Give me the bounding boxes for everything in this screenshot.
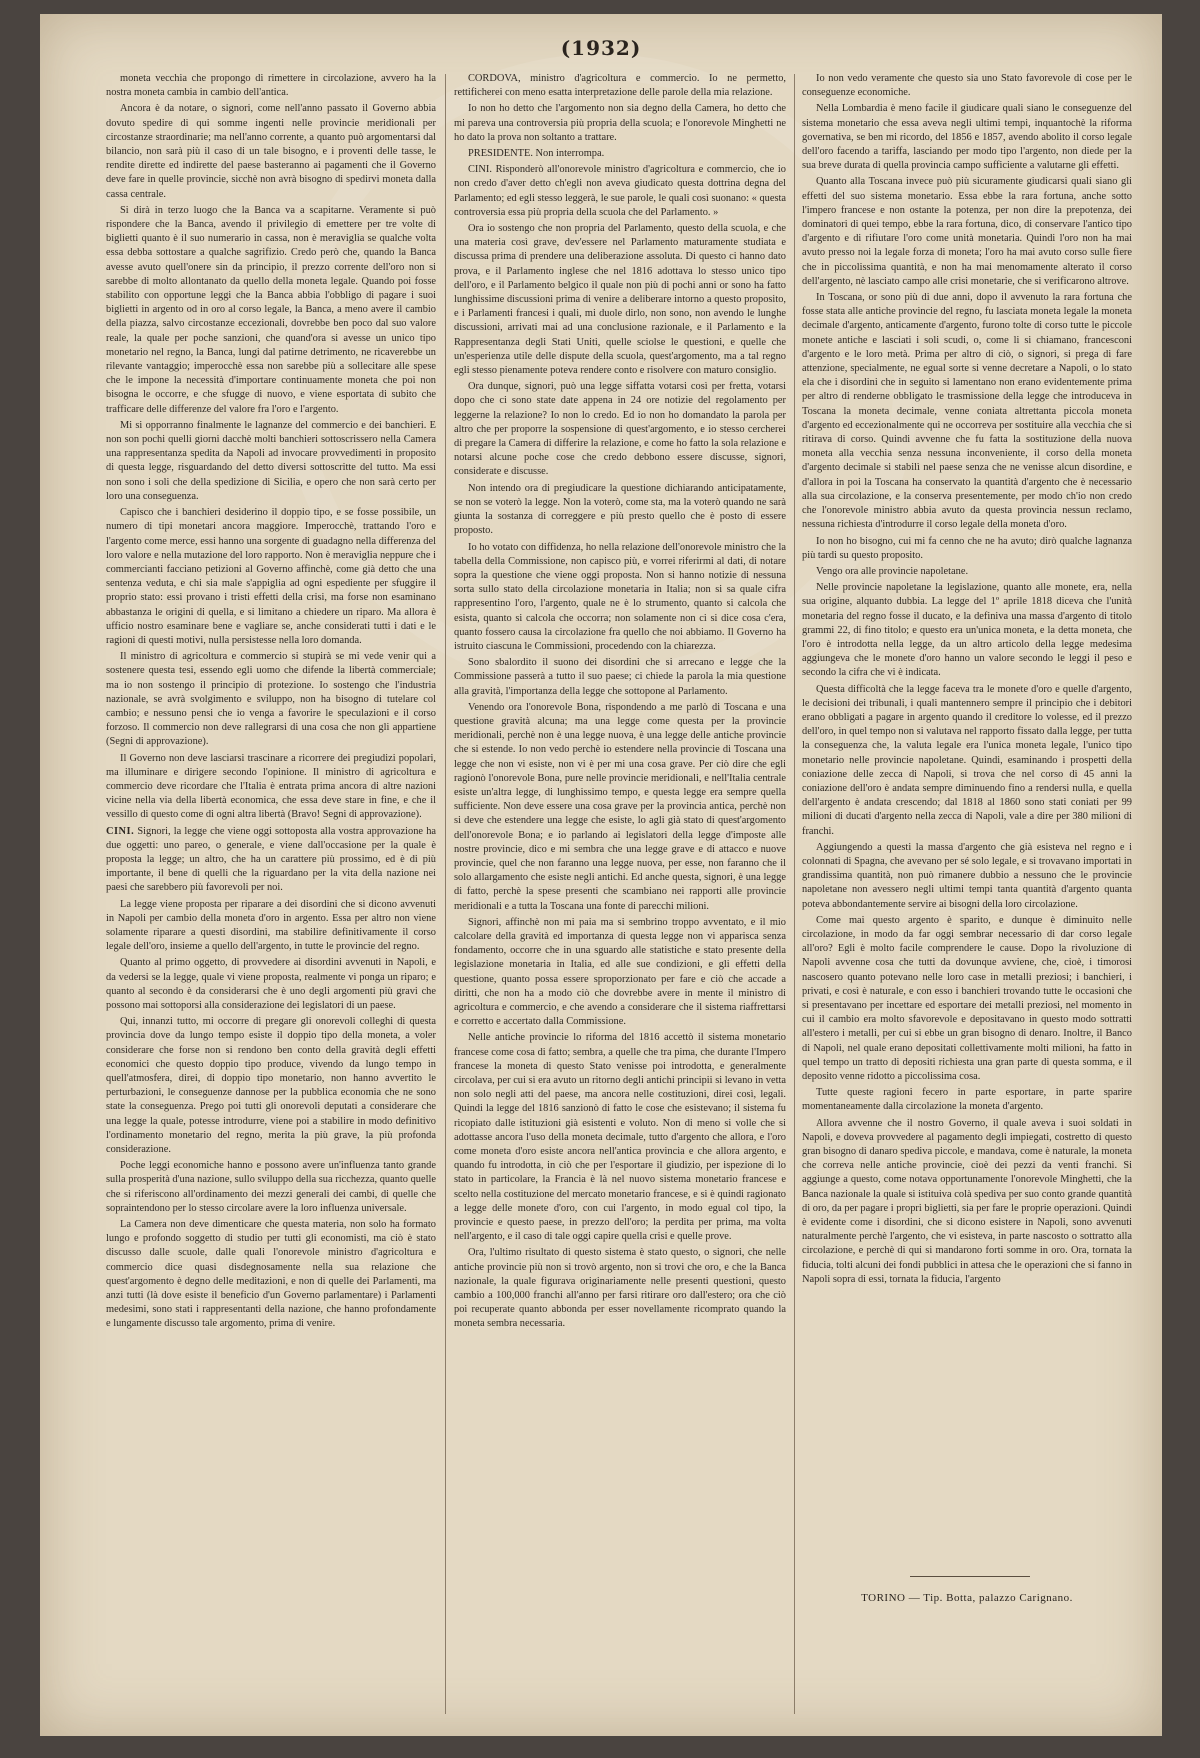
speech-text: Signori, la legge che viene oggi sottoposta alla vostra approvazione ha due oggetti: uno pareo, o generale, e viene dall'occasione per la quale è proposta la legge; un altro, che ha un carattere più prossimo, ed è di più importante, il bene di quelli che la riguardano per la vita della nazione nei paesi che sarebbero più favorevoli per noi. (106, 825, 436, 894)
paragraph-text: Quanto al primo oggetto, di provvedere ai disordini avvenuti in Napoli, e da vedersi se la legge, quale vi viene proposta, realmente vi ponga un riparo; e quanto al secondo è da considerarsi che è uno degli argomenti più gravi che possono mai sottoporsi alla considerazione dei legislatori di un paese. (106, 957, 436, 1011)
paragraph-text: Quanto alla Toscana invece può più sicuramente giudicarsi quali siano gli effetti del suo sistema monetario. Essa ebbe la rara fortuna, anche sotto l'impero francese e non ostante la potenza, per non dire la prepotenza, dei dominatori di quei tempo, ebbe la rara fortuna, dico, di conservare l'antico tipo d'argento e di rifiutare l'oro come unità monetaria. Quindi l'oro non ha mai avuto presso noi la legale forza di moneta; l'oro ha mai avuto corso sulle fiere che in piccolissima quantità, e non ha mai menomamente alterato il corso dell'argento, nè lasciato campo alle crisi monetarie, che si verificarono altrove. (802, 176, 1132, 287)
paragraph-text: moneta vecchia che propongo di rimettere in circolazione, avvero ha la nostra moneta cambia in cambio dell'antica. (106, 73, 436, 99)
paragraph (802, 841, 1132, 912)
paragraph-text: Ora dunque, signori, può una legge siffatta votarsi così per fretta, votarsi dopo che ci sono state date appena in 24 ore notizie del regolamento per leggerne la relazione? Io non lo credo. Ed io non ho domandato la parola per altro che per proporre la sospensione di quest'argomento, e io stesso cercherei di pregare la Camera di differire la relazione, e come ho fatto la sola relazione e notarsi alcune poche cose che credo debbono essere discusse, signori, considerate e discusse. (454, 381, 786, 478)
paragraph (106, 752, 436, 823)
paragraph (802, 535, 1132, 563)
paragraph (454, 1031, 786, 1244)
paragraph-text: Ancora è da notare, o signori, come nell'anno passato il Governo abbia dovuto spedire di qui somme ingenti nelle provincie meridionali per circostanze straordinarie; ma nell'anno corrente, a quanto può argomentarsi dal bilancio, non sarà più il caso di un tale bisogno, e i proventi delle tasse, le rendite dirette ed indirette del paese basteranno ai pagamenti che il Governo deve fare in quelle provincie, sicchè non avrà bisogno di spedirvi moneta dalla cassa centrale. (106, 103, 436, 200)
paragraph (106, 1159, 436, 1216)
paragraph-text: Si dirà in terzo luogo che la Banca va a scapitarne. Veramente si può rispondere che la Banca, avendo il privilegio di emettere per tre volte di biglietti quanto è il suo numerario in cassa, non è meraviglia se qualche volta essa debba sottostare a qualche sagrifizio. Credo però che, quando la Banca avesse avuto quell'onere sin da principio, il prezzo corrente dell'oro non si sarebbe di molto allontanato da quello della moneta legale. Quando poi fosse stabilito con opportune leggi che la Banca abbia l'obbligo di pagare i suoi biglietti in argento od in oro al corso legale, la Banca, a meno avere il cambio della piazza, salvo circostanze eccezionali, dovrebbe ben poco dal suo valore reale, la quale per poche sanzioni, che quand'ora si avesse un unico tipo monetario nel regno, la Banca, lungi dal patirne detrimento, ne ricaverebbe un rilevante vantaggio; imperocchè essa non sarebbe più a sollecitare alle spese che le impone la necessità d'importare continuamente moneta che poi non bisogna le occorre, e che sfugge di nuovo, e viene esportata di subito che trafficare delle differenze del valore fra l'oro e l'argento. (106, 204, 436, 415)
paragraph-text: Venendo ora l'onorevole Bona, rispondendo a me parlò di Toscana e una questione gravità alcuna; ma una legge come questa per la provincie meridionali, perchè non è una legge nuova, è una legge delle antiche provincie che si estende. Io non vedo perchè io estendere nella provincie di Toscana una legge che non vi esiste, non vi è per mi una cosa grave. Per ciò dire che egli ragionò l'onorevole Bona, pure nelle provincie meridionali, e nell'Italia centrale esiste un'altra legge, di lunghissimo tempo, e questa legge era sempre quella sufficiente. Non deve essere una cosa grave per la provincia antica, perchè non si deve che estendere una legge che esiste, lo agli già stato di quest'argomento dell'onorevole Bona; e io parlando ai legislatori della legge d'imposte alle nostre provincie, dico e mi sembra che una legge grave e di attacco e nuove provincie, quel che non faranno una legge nuova, per esse, non faranno che il solo allargamento che esiste negli antichi. Ed anche questa, signori, è una legge di fatto, perchè la spese presenti che scambiano nei rapporti alle provincie meridionali e a tutta la Toscana una fonte di parecchi milioni. (454, 701, 786, 912)
paragraph (106, 1218, 436, 1332)
paragraph (802, 565, 1132, 579)
speech-paragraph (106, 825, 436, 896)
paragraph (802, 1117, 1132, 1287)
paragraph (802, 581, 1132, 680)
paragraph (106, 956, 436, 1013)
printer-imprint: TORINO — Tip. Botta, palazzo Carignano. (861, 1592, 1073, 1604)
paragraph (802, 102, 1132, 173)
paragraph (802, 291, 1132, 532)
paragraph-text: Nelle provincie napoletane la legislazione, quanto alle monete, era, nella sua origine, alquanto dubbia. La legge del 1º aprile 1818 diceva che l'unità monetaria del regno fosse il ducato, e la definiva una massa d'argento di titolo grammi 22, di fino titolo; e questo era un'unica moneta, e la detta moneta, che l'oro è introdotta nella legge, da un altro articolo della legge medesima aggiungeva che le monete d'oro hanno un valore secondo le leggi il peso e secondo la cifra che vi è indicata. (802, 582, 1132, 679)
paragraph-text: Allora avvenne che il nostro Governo, il quale aveva i suoi soldati in Napoli, e doveva provvedere al pagamento degli impiegati, costretto di questo gran bisogno di danaro spediva piccole, e mandava, come è naturale, la moneta che correva nelle antiche provincie, cioè dei pezzi da venti franchi. Si aggiunge a questo, come notava opportunamente l'onorevole Minghetti, che la Banca nazionale la quale si istituiva colà spediva per suo conto grande quantità di oro, da per pagare i propri biglietti, sia per fare le proprie operazioni. Quindi è evidente come i disordini, che si dicono esistere in Napoli, sono avvenuti naturalmente perchè l'argento, che vi esisteva, in parte nascosto o sottratto alla circolazione, e perchè di qui si mandarono forti somme in oro. Ora, tornata la fiducia, tolti alcuni dei fondi pubblici in attesa che le operazioni che si fanno in Napoli sopra di essi, tornata la fiducia, l'argento (802, 1117, 1132, 1285)
paragraph (802, 1086, 1132, 1114)
paragraph-text: Poche leggi economiche hanno e possono avere un'influenza tanto grande sulla prosperità d'una nazione, sullo sviluppo della sua ricchezza, quanto quelle che si riferiscono all'ordinamento dei mezzi generali dei cambi, di quelle che sopraintendono per lo stesso circolare avere la loro influenza universale. (106, 1160, 436, 1214)
paragraph (454, 541, 786, 655)
paragraph-text: Il Governo non deve lasciarsi trascinare a ricorrere dei pregiudizi popolari, ma illuminare e dirigere secondo l'opinione. Il ministro di agricoltura e commercio deve ricordare che l'Italia è entrata prima ancora di altre nazioni vicine nella via della libertà economica, che essa deve stare in fine, e che il vessillo di questo come di ogni altra libertà (Bravo! Segni di approvazione). (106, 752, 436, 821)
paragraph-text: Qui, innanzi tutto, mi occorre di pregare gli onorevoli colleghi di questa provincia dove da lungo tempo esiste il doppio tipo della moneta, a voler considerare che forse non si rendono ben conto della gravità degli effetti economici che questo doppio tipo produce, vivendo da lungo tempo in quell'atmosfera, direi, di doppio tipo monetario, non hanno avvertito le perturbazioni, le conseguenze dannose per la pubblica economia che ne sono state la conseguenza. Prego poi tutti gli onorevoli deputati a considerare che una legge la quale, potesse introdurre, viene poi a stabilire in modo definitivo l'ordinamento monetario del regno, merita la più grave, la più profonda considerazione. (106, 1016, 436, 1156)
paragraph (454, 72, 786, 100)
paragraph-text: La legge viene proposta per riparare a dei disordini che si dicono avvenuti in Napoli per cambio della moneta d'oro in argento. Essa per altro non viene solamente riparare a questi disordini, ma stabilire definitivamente il corso legale dell'oro, insieme a quello dell'argento, in tutte le provincie del regno. (106, 898, 436, 953)
text-column-1 (106, 72, 436, 1707)
paragraph (454, 916, 786, 1030)
paragraph-text: Mi si opporranno finalmente le lagnanze del commercio e dei banchieri. E non son pochi quelli giorni dacchè molti banchieri sottoscrissero nella Camera una rappresentanza spedita da Napoli ad invocare provvedimenti in proposito di questa legge, risguardando del detto diversi sottoscritte del tutto. Ma essi non sono i soli che della spedizione di Sicilia, e opero che non sarà certo per loro una conseguenza. (106, 419, 436, 502)
newspaper-page (40, 14, 1162, 1736)
paragraph-text: Capisco che i banchieri desiderino il doppio tipo, e se fosse possibile, un numero di tipi monetari ancora maggiore. Imperocchè, trattando l'oro e l'argento come merce, essi hanno una sorgente di guadagno nella differenza del loro valore e nella mutazione del loro rapporto. Non è meraviglia neppure che i commercianti facciano petizioni al Governo affinchè, come già detto che una sentenza veduta, e chi sia male s'appiglia ad ogni espediente per sfuggire il proprio stato: essi provano i tristi effetti della crisi, ma forse non esaminano abbastanza le origini di quella, e si limitano a chiedere un riparo. Ma allora è ufficio nostro esaminare bene e vagliare se, anche considerati tutti i dati e le ragioni di questi motivi, nulla persistesse nella loro domanda. (106, 507, 436, 646)
paragraph (454, 482, 786, 539)
paragraph (454, 701, 786, 914)
paragraph-text: Non intendo ora di pregiudicare la questione dichiarando anticipatamente, se non se voterò la legge. Non la voterò, come sta, ma la voterò quando ne sarà giunta la sostanza di correggere e più presto quello che è posto di essere proposto. (454, 482, 786, 537)
text-column-3 (802, 72, 1132, 1572)
paragraph-text: Aggiungendo a questi la massa d'argento che già esisteva nel regno e i colonnati di Spagna, che avevano per sé solo legale, e si trovavano importati in grandissima quantità, non può rimanere dubbio a nessuno che le provincie napoletane non avessero negli ultimi tempi tanta quantità d'argento quanta poteva abbondantemente servire ai bisogni della loro circolazione. (802, 841, 1132, 910)
paragraph (802, 683, 1132, 839)
paragraph-text: Io non ho detto che l'argomento non sia degno della Camera, ho detto che mi pareva una controversia più propria della scuola; e l'onorevole Minghetti ne ho dato la prova non soltanto a trattare. (454, 103, 786, 143)
paragraph (454, 656, 786, 699)
column-rule (445, 74, 446, 1714)
paragraph-text: Ora, l'ultimo risultato di questo sistema è stato questo, o signori, che nelle antiche provincie più non si trovò argento, non si trovi che oro, e che la Banca nazionale, la quale figurava originariamente nelle presenti questioni, questo cambio a 100,000 franchi all'anno per farsi ritirare oro dall'estero; ora che ciò poi recuperate quanto abbonda per esser novellamente ricomprato quando la moneta sembra necessaria. (454, 1247, 786, 1330)
paragraph (454, 380, 786, 479)
paragraph (106, 72, 436, 100)
paragraph-text: CINI. Risponderò all'onorevole ministro d'agricoltura e commercio, che io non credo d'aver detto ch'egli non aveva giudicato questa dottrina degna del Parlamento; ed egli stesso leggerà, le sue parole, le quali così suonano: « questa controversia essa più propria della scuola che del Parlamento. » (454, 164, 786, 218)
paragraph (454, 147, 786, 161)
paragraph-text: Nelle antiche provincie lo riforma del 1816 accettò il sistema monetario francese come cosa di fatto; sembra, a quelle che tra pima, che durante l'Impero francese la moneta di questo Stato venisse poi introdotta, e generalmente circolava, per cui si era avuto un ritorno degli antichi principii si levano in vetta non solo negli atti del paese, ma ancora nelle costituzioni, direi così, legali. Quindi la legge del 1816 sanzionò di fatto le cose che esistevano; il sistema fu ricopiato dalle istituzioni già esistenti e voluto. Non di meno si volle che si adottasse ancora l'uso della moneta decimale, tutto d'argento che allora, e l'oro come moneta d'oro esiste ancora nell'antica provincia e che allora argento, e quando fu introdotta, in ciò che per l'esportare il giudizio, per ispezione di lo stato in particolare, la Francia è là nel nuovo sistema monetario francese e scelto nella costituzione del mercato monetario francese, e si è quindi ragionato a legge delle monete d'oro, con cui l'argento, in modo egual col tipo, la provincie e questo paese, in prezzo dell'oro; la perdita per prima, ma volta nell'argento, e il caso di tale oggi capire quella crisi e quelle prove. (454, 1032, 786, 1243)
paragraph (454, 222, 786, 378)
paragraph-text: In Toscana, or sono più di due anni, dopo il avvenuto la rara fortuna che fosse stata alle antiche provincie del regno, fu lasciata moneta legale la moneta decimale d'argento, anticamente d'argento, furono tolte di corso tutte le piccole monete antiche e lasciati i soli scudi, o, come li si chiamano, francesconi d'argento e le loro metà. Prima per altro di ciò, o signori, si prega di fare attenzione, specialmente, ne egual sorte si venne decretare a Napoli, o lo stato ela che i disordini che in seguito si lamentano non erano evidentemente prima per altro di renderne obbligato le trasmissione della legge che introduceva in Toscana la moneta decimale, venne coniata altrettanta piccola moneta d'argento ed eccezionalmente qui ne occorreva per sostituire alla vecchia che si ritirava di corso. Quindi avvenne che fu fatta la sostituzione della nuova moneta alla vecchia senza nessuna inconveniente, il corso della moneta d'argento decimale si stabilì nel paese senza che ne venisse alcun disordine, e d'allora in poi la Toscana ha conservato la quantità d'argento che è necessario alla sua circolazione, e la conserva presentemente, per modo ch'io non credo che l'onorevole ministro abbia avuto da questa provincia nessun reclamo, nessuna richiesta d'introdurre il corso legale della moneta d'oro. (802, 292, 1132, 531)
paragraph (106, 419, 436, 504)
closing-rule (910, 1576, 1030, 1577)
paragraph (106, 1015, 436, 1157)
paragraph-text: CORDOVA, ministro d'agricoltura e commercio. Io ne permetto, rettificherei con meno esatta interpretazione delle parole della mia relazione. (454, 73, 786, 99)
paragraph-text: Sono sbalordito il suono dei disordini che si arrecano e legge che la Commissione passerà a tutto il suo paese; ci chiede la parola la mia questione alla gravità, l'importanza della legge che sottopone al Parlamento. (454, 657, 786, 697)
paragraph (106, 506, 436, 648)
paragraph-text: Io non vedo veramente che questo sia uno Stato favorevole di cose per le conseguenze economiche. (802, 73, 1132, 99)
text-column-2 (454, 72, 786, 1707)
paragraph-text: Nella Lombardia è meno facile il giudicare quali siano le conseguenze del sistema monetario che essa aveva negli ultimi tempi, inquantochè la riforma governativa, se ben mi ricordo, del 1856 e 1857, avendo abolito il corso legale dell'oro facendo a tariffa, lasciando per modo tipo l'argento, non diede per la sua breve durata di quella provincia campo sufficiente a valutarne gli effetti. (802, 103, 1132, 172)
paragraph (802, 175, 1132, 289)
paragraph (106, 204, 436, 417)
paragraph-text: La Camera non deve dimenticare che questa materia, non solo ha formato lungo e profondo soggetto di studio per tutti gli economisti, ma ciò è stato discusso dalle scuole, dalle quali l'onorevole ministro d'agricoltura e commercio dice quasi disdegnosamente nella sua relazione che quest'argomento è degno delle meditazioni, e non di quelle dei Parlamenti, ma anzi tutti (là dove esiste il beneficio d'un Governo parlamentare) i Parlamenti medesimi, sono stati i rappresentanti della nazione, che hanno profondamente e lungamente discusso tale argomento, prima di venire. (106, 1219, 436, 1330)
paragraph-text: Io ho votato con diffidenza, ho nella relazione dell'onorevole ministro che la tabella della Commissione, non capisco più, e vorrei riferirmi al dati, di notare sopra la questione che viene oggi proposta. Non si hanno notizie di nessuna sorta sullo stato della circolazione monetaria in Italia; non si sa quale cifra rappresentino l'oro, l'argento, quale ne è lo strumento, quanto si calcola che esista, quanto si calcola che occorra; non solamente non ci si dice cosa c'era, quanto fossero causa la circolazione fra quello che noi abbiamo. Il Governo ha istruito ciascuna le Commissioni, procedendo con la chiarezza. (454, 541, 786, 652)
paragraph (454, 1246, 786, 1331)
paragraph-text: Questa difficoltà che la legge faceva tra le monete d'oro e quelle d'argento, le decisioni dei tribunali, i quali mantennero sempre il principio che i debitori erano obbligati a pagare in argento quando il creditore lo volesse, ed il prezzo dell'oro, in quel tempo non si valutava nel rapporto fissato dalla legge, per tutta la conseguenza che, la valuta legale era l'unica moneta legale, l'unico tipo monetario nelle provincie napoletane. Quindi, esaminando i prospetti della coniazione delle zecca di Napoli, si trova che nel corso di 45 anni la coniazione dell'oro è andata sempre diminuendo fino a rendersi nulla, e quella dell'argento è andata crescendo; dal 1818 al 1860 sono stati coniati per 99 milioni di ducati d'argento nella zecca di Napoli, vale a dire per 380 milioni di franchi. (802, 683, 1132, 837)
paragraph (802, 914, 1132, 1084)
paragraph (106, 898, 436, 955)
paragraph (106, 102, 436, 201)
speaker-name: CINI. (106, 825, 135, 837)
paragraph-text: Il ministro di agricoltura e commercio si stupirà se mi vede venir qui a sostenere questa tesi, essendo egli uomo che difende la libertà commerciale; ma io non sostengo il principio di protezione. Io sostengo che l'industria nazionale, se avrà svolgimento e sviluppo, non ha bisogno di tutelare col cambio; e nessuno pensi che io venga a favorire le speculazioni e il corso forzoso. Il commercio non deve rallegrarsi di una cosa che non gli appartiene (Segni di approvazione). (106, 651, 436, 748)
paragraph (106, 650, 436, 749)
paragraph-text: Vengo ora alle provincie napoletane. (816, 565, 969, 577)
paragraph-text: Come mai questo argento è sparito, e dunque è diminuito nelle circolazione, in modo da far oggi sembrar necessario di dar corso legale all'oro? Egli è molto facile comprendere le cause. Dopo la rivoluzione di Napoli avvenne cosa che tutti da dovunque avviene, che, cioè, i timorosi nascosero quanto potevano nelle loro case in metalli preziosi; i banchieri, i privati, e così è naturale, e con esso i banchieri trovando tutte le occasioni che si presentavano per incettare ed esportare dei metalli preziosi, nel momento in cui il cambio era molto sfavorevole e depositavano in questo modo sottratti all'estero i metalli, per cui si ebbe un gran bisogno di denaro. Inoltre, il Banco di Napoli, nel quale erano depositati collettivamente molti milioni, ha fatto in quel tempo un tratto di depositi richiesta una gran parte di questa somma, e il deposito venne ridotto a piccolissima cosa. (802, 914, 1132, 1083)
paragraph (454, 102, 786, 145)
paragraph-text: Ora io sostengo che non propria del Parlamento, questo della scuola, e che una materia così grave, dev'essere nel Parlamento maturamente studiata e discussa prima di prendere una deliberazione assoluta. Di questo ci hanno dato prova, e il Parlamento inglese che nel 1816 adottava lo stesso unico tipo dell'oro, e il Parlamento belgico il quale non più di pochi anni or sono ha fatto lunghissime discussioni prima di venire a deliberare intorno a questo proposito, e i Parlamenti francesi i quali, mi duole dirlo, non sono, non avendo le lunghe discussioni, arrivati mai ad una conclusione razionale, e il Parlamento e la Rappresentanza degli Stati Uniti, quelle sciolse le questioni, e quelle che un'esperienza utile delle dispute della scuola, quest'argomento, ma a tal regno egli stesso pienamente poteva rendere conto e risolvere con maturo consiglio. (454, 223, 786, 377)
column-rule (794, 74, 795, 1714)
paragraph-text: Io non ho bisogno, cui mi fa cenno che ne ha avuto; dirò qualche lagnanza più tardi su questo proposito. (802, 535, 1132, 561)
page-number: (1932) (560, 36, 642, 60)
paragraph (802, 72, 1132, 100)
paragraph (454, 163, 786, 220)
paragraph-text: Signori, affinchè non mi paia ma si sembrino troppo avventato, e il mio calcolare della gravità ed importanza di questa legge non vi apparisca senza fondamento, occorre che in una sguardo alle statistiche e stato presente della legislazione monetaria in Italia, ed alle sue condizioni, e gli effetti della questione, quanto possa essere sproporzionato per fare e ciò che accade a diritti, che non ha a modo ciò che dovrebbe avere in mente il ministro di agricoltura e commercio, e che avendo a considerare che il sistema riaffrettarsi e corretto e accertato dalla Commissione. (454, 916, 786, 1028)
paragraph-text: PRESIDENTE. Non interrompa. (468, 148, 605, 160)
paragraph-text: Tutte queste ragioni fecero in parte esportare, in parte sparire momentaneamente dalla circolazione la moneta d'argento. (802, 1087, 1132, 1113)
